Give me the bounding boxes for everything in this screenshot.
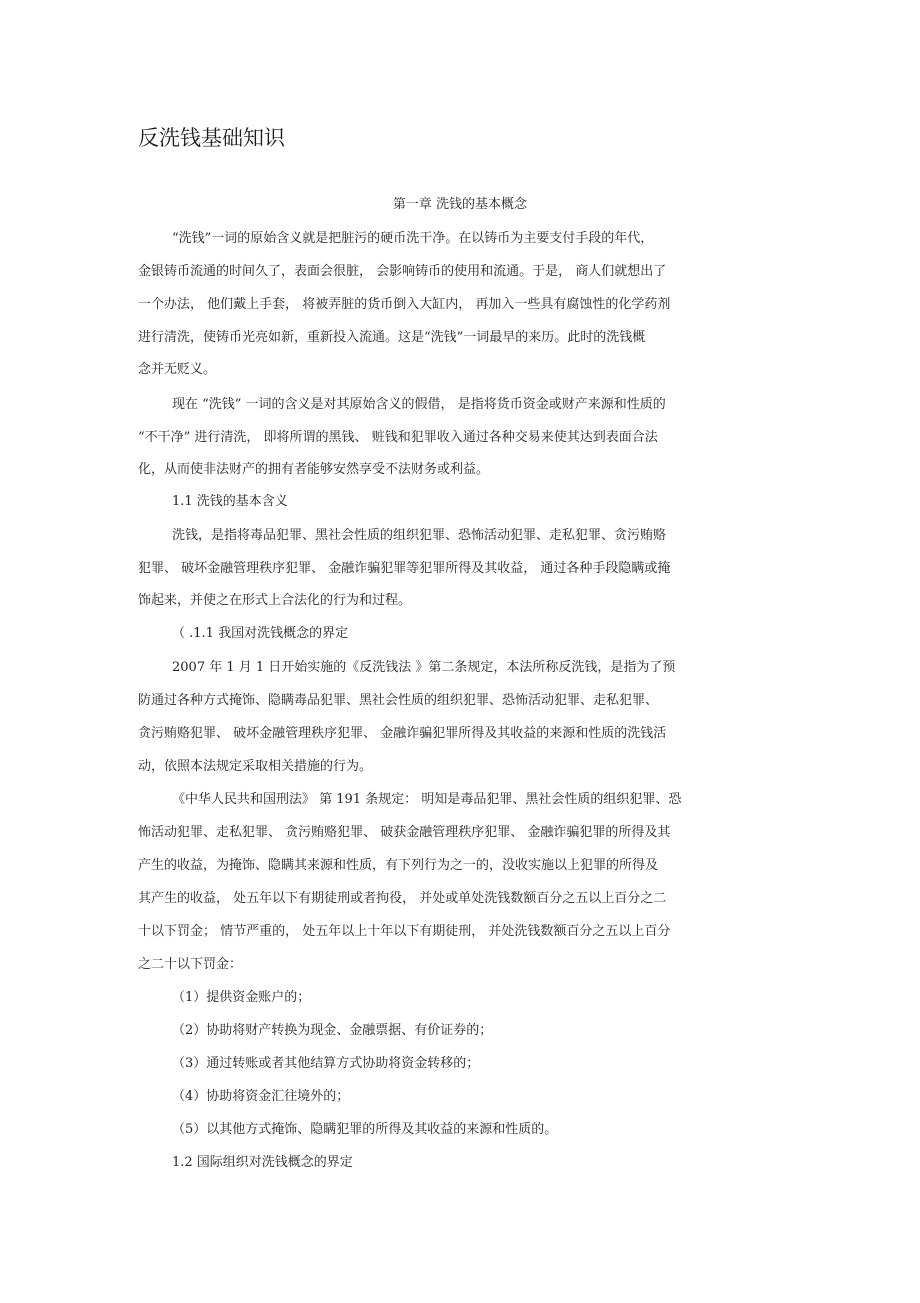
paragraph-line: 《中华人民共和国刑法》 第 191 条规定： 明知是毒品犯罪、黑社会性质的组织犯罪、恐	[172, 792, 682, 807]
paragraph-line: 化，从而使非法财产的拥有者能够安然享受不法财务或利益。	[138, 462, 490, 477]
paragraph-line: “不干净” 进行清洗， 即将所谓的黑钱、 赃钱和犯罪收入通过各种交易来使其达到表面合法	[138, 430, 658, 445]
list-item: （5）以其他方式掩饰、隐瞒犯罪的所得及其收益的来源和性质的。	[172, 1122, 558, 1137]
paragraph-line: 其产生的收益， 处五年以下有期徒刑或者拘役， 并处或单处洗钱数额百分之五以上百分之二	[138, 891, 667, 906]
paragraph-line: “洗钱”一词的原始含义就是把脏污的硬币洗干净。在以铸币为主要支付手段的年代，	[172, 231, 654, 246]
document-title: 反洗钱基础知识	[138, 126, 285, 150]
paragraph-line: 饰起来，并使之在形式上合法化的行为和过程。	[138, 593, 412, 608]
paragraph-line: 现在 “洗钱” 一词的含义是对其原始含义的假借， 是指将货币资金或财产来源和性质的	[172, 397, 666, 412]
list-item: （3）通过转账或者其他结算方式协助将资金转移的；	[172, 1056, 480, 1071]
paragraph-line: 一个办法， 他们戴上手套， 将被弄脏的货币倒入大缸内， 再加入一些具有腐蚀性的化学药剂	[138, 297, 671, 312]
paragraph-line: 念并无贬义。	[138, 362, 217, 377]
paragraph-line: 动，依照本法规定采取相关措施的行为。	[138, 759, 373, 774]
paragraph-line: 怖活动犯罪、走私犯罪、 贪污贿赂犯罪、 破获金融管理秩序犯罪、 金融诈骗犯罪的所得及其	[138, 825, 671, 840]
paragraph-line: 进行清洗，使铸币光亮如新，重新投入流通。这是“洗钱”一词最早的来历。此时的洗钱概	[138, 330, 646, 345]
paragraph-line: 金银铸币流通的时间久了，表面会很脏， 会影响铸币的使用和流通。于是， 商人们就想出了	[138, 264, 667, 279]
paragraph-line: 产生的收益，为掩饰、隐瞒其来源和性质，有下列行为之一的，没收实施以上犯罪的所得及	[138, 858, 659, 873]
paragraph-line: 防通过各种方式掩饰、隐瞒毒品犯罪、黑社会性质的组织犯罪、恐怖活动犯罪、走私犯罪、	[138, 693, 659, 708]
section-heading-1-1-1: （ .1.1 我国对洗钱概念的界定	[172, 626, 349, 641]
paragraph-line: 十以下罚金； 情节严重的， 处五年以上十年以下有期徒刑， 并处洗钱数额百分之五以上百分	[138, 924, 671, 939]
paragraph-line: 之二十以下罚金：	[138, 957, 243, 972]
section-heading-1-2: 1.2 国际组织对洗钱概念的界定	[172, 1155, 353, 1170]
list-item: （1）提供资金账户的；	[172, 990, 311, 1005]
paragraph-line: 洗钱，是指将毒品犯罪、黑社会性质的组织犯罪、恐怖活动犯罪、走私犯罪、贪污贿赂	[172, 528, 667, 543]
paragraph-line: 贪污贿赂犯罪、 破坏金融管理秩序犯罪、 金融诈骗犯罪所得及其收益的来源和性质的洗钱活	[138, 726, 667, 741]
paragraph-line: 2007 年 1 月 1 日开始实施的《反洗钱法 》第二条规定，本法所称反洗钱，是指为了预	[172, 660, 676, 675]
chapter-heading: 第一章 洗钱的基本概念	[392, 197, 528, 212]
paragraph-line: 犯罪、 破坏金融管理秩序犯罪、 金融诈骗犯罪等犯罪所得及其收益， 通过各种手段隐瞒或掩	[138, 561, 671, 576]
section-heading-1-1: 1.1 洗钱的基本含义	[172, 494, 288, 509]
list-item: （2）协助将财产转换为现金、金融票据、有价证券的；	[172, 1023, 493, 1038]
list-item: （4）协助将资金汇往境外的；	[172, 1089, 350, 1104]
